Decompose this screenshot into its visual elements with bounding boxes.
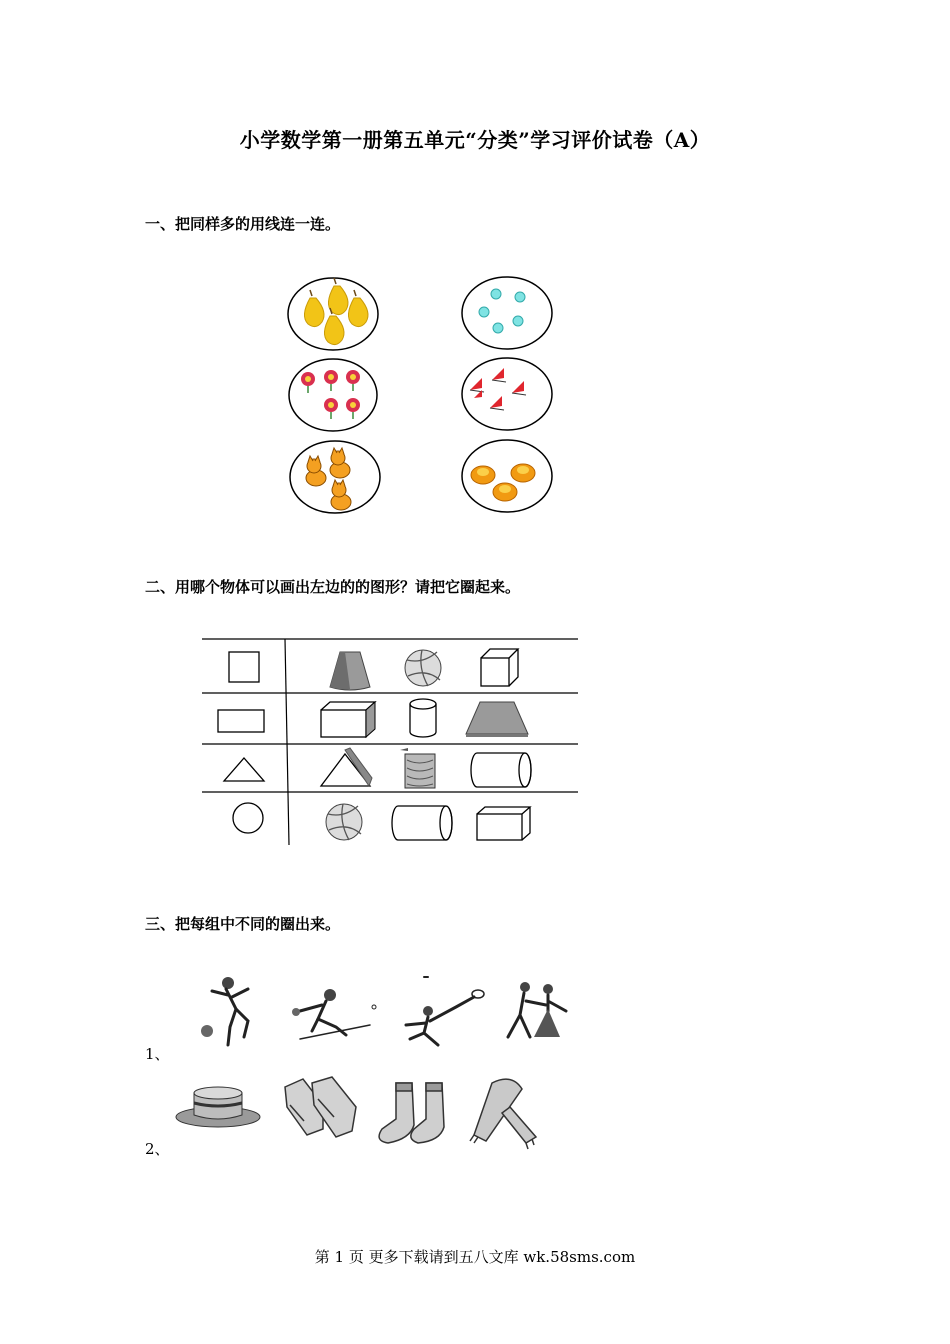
circle-icon [233,803,263,833]
question-3-heading: 三、把每组中不同的圈出来。 [145,915,341,933]
cat-icon [331,480,351,510]
flower-icon [346,370,360,391]
page-title: 小学数学第一册第五单元“分类”学习评价试卷（A） [239,128,711,152]
table-tennis-player-icon [292,989,376,1039]
cylinder-lying-icon [392,806,452,840]
flag-icon [512,381,526,395]
question-1-groups [0,260,950,560]
flag-group [462,358,552,430]
frustum-icon [330,652,370,690]
dancers-icon [508,982,566,1037]
dot-icon [513,316,523,326]
page-footer: 第 1 页 更多下载请到五八文库 wk.58sms.com [314,1248,636,1266]
question-3-pictures [0,965,950,1165]
flame-icon [471,466,495,484]
pear-icon [348,290,368,327]
volleyball-icon [326,804,362,840]
group-2-label: 2、 [145,1140,170,1158]
dot-group [462,277,552,349]
flower-icon [324,398,338,419]
cat-icon [330,448,350,478]
flower-group [289,359,377,431]
cube-icon [481,649,518,686]
cylinder-lying-icon [471,753,531,787]
cuboid-icon [321,702,375,737]
flame-icon [511,464,535,482]
wood-block-icon [400,748,435,788]
badminton-player-icon [406,977,484,1045]
soccer-player-icon [201,977,248,1045]
flower-icon [324,370,338,391]
socks-icon [379,1083,444,1143]
question-1-heading: 一、把同样多的用线连一连。 [145,215,341,233]
triangle-icon [224,758,264,781]
dot-icon [491,289,501,299]
dot-icon [515,292,525,302]
hat-icon [176,1087,260,1127]
flower-icon [301,372,315,393]
pear-icon [304,290,324,327]
gloves-icon [285,1077,356,1137]
cat-icon [306,456,326,486]
flame-icon [493,483,517,501]
scarf-icon [470,1079,536,1149]
dot-icon [479,307,489,317]
square-icon [229,652,259,682]
rectangle-icon [218,710,264,732]
group-1-label: 1、 [145,1045,170,1063]
triangle-ruler-icon [321,748,372,786]
pear-icon [328,278,348,315]
cube-small-icon [477,807,530,840]
dot-icon [493,323,503,333]
flag-icon [490,396,504,410]
flag-icon [470,378,484,392]
cylinder-icon [410,699,436,737]
trapezoid-prism-icon [466,702,528,737]
flag-icon [492,368,506,382]
flower-icon [346,398,360,419]
question-2-table [0,630,950,860]
volleyball-icon [405,650,441,686]
question-2-heading: 二、用哪个物体可以画出左边的的图形？请把它圈起来。 [145,578,521,596]
